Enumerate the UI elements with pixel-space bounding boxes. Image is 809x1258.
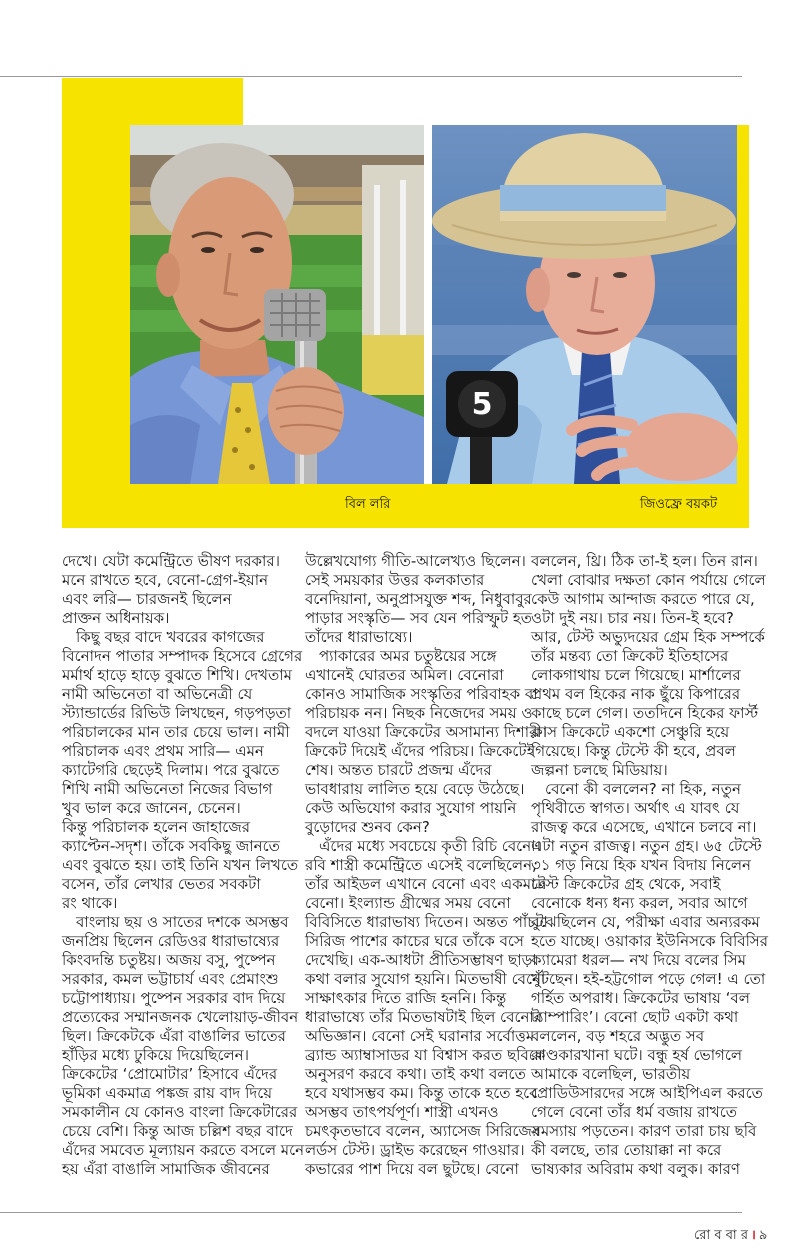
text-line: পরিচালক এবং প্রথম সারি— এমন <box>62 742 264 760</box>
text-line: এবং লরি— চারজনই ছিলেন <box>62 590 232 608</box>
text-line: বসেন, তাঁর লেখার ভেতর সবকটা <box>62 875 261 893</box>
text-line: ট্যাম্পারিং’। বেনো ছোট একটা কথা <box>531 1008 739 1026</box>
photo-divider <box>424 125 432 484</box>
text-line: প্রথম বল হিকের নাক ছুঁয়ে কিপারের <box>531 685 741 703</box>
text-line: প্যাকারের অমর চতুষ্টয়ের সঙ্গে <box>319 647 497 665</box>
page-footer <box>694 1228 767 1244</box>
article-column-3 <box>531 552 769 1179</box>
article-column-2 <box>305 552 548 1179</box>
hand <box>572 413 738 481</box>
text-line: সেই সময়কার উত্তর কলকাতার <box>305 571 485 589</box>
text-line: কাছে চলে গেল। ততদিনে হিকের ফার্স্ট <box>531 704 759 722</box>
photo-geoffrey-boycott <box>432 125 737 484</box>
text-line: টেস্ট ক্রিকেটের গ্রহ থেকে, সবাই <box>531 875 721 893</box>
text-line: বদলে যাওয়া ক্রিকেটের অসামান্য দিশারী। <box>305 723 548 741</box>
text-line: সরকার, কমল ভট্টাচার্য এবং প্রেমাংশু <box>62 970 279 988</box>
text-line: উল্লেখযোগ্য গীতি-আলেখ্যও ছিলেন। <box>305 552 526 570</box>
text-line: প্রত্যেকের সম্মানজনক খেলোয়াড়-জীবন <box>62 1008 299 1026</box>
text-line: কাণ্ডকারখানা ঘটে। বন্ধু হর্ষ ভোগলে <box>531 1046 743 1064</box>
text-line: পাড়ার সংস্কৃতি— সব যেন পরিস্ফুট হত <box>305 609 533 627</box>
text-line: ক্লাস ক্রিকেটে একশো সেঞ্চুরি হয়ে <box>531 723 730 741</box>
text-line: বিনোদন পাতার সম্পাদক হিসেবে গ্রেগের <box>62 647 303 665</box>
text-line: বনেদিয়ানা, অনুপ্রাসযুক্ত শব্দ, নিধুবাবুর <box>305 590 532 608</box>
text-line: কেউ অভিযোগ করার সুযোগ পায়নি <box>305 799 517 817</box>
text-line: ধারাভাষ্যে তাঁর মিতভাষটাই ছিল বেনোর <box>305 1008 543 1026</box>
text-line: বেনো কী বললেন? না হিক, নতুন <box>545 780 741 798</box>
text-line: শেষ। অন্তত চারটে প্রজন্ম এঁদের <box>305 761 492 779</box>
text-line: খুঁটছেন। হই-হট্টগোল পড়ে গেল! এ তো <box>531 970 766 988</box>
footer-separator: । <box>750 1228 756 1243</box>
text-line: এবং বুঝতে হয়। তাই তিনি যখন লিখতে <box>62 856 299 874</box>
text-line: সমস্যায় পড়তেন। কারণ তারা চায় ছবি <box>531 1122 757 1140</box>
text-line: পরিচায়ক নন। নিছক নিজেদের সময় ও <box>305 704 533 722</box>
text-line: প্রাক্তন অধিনায়ক। <box>62 609 170 627</box>
text-line: স্ট্যান্ডার্ডের রিভিউ লিখছেন, গড়পড়তা <box>62 704 292 722</box>
text-line: হয় এঁরা বাঙালি সামাজিক জীবনের <box>62 1160 270 1178</box>
text-line: কিছু বছর বাদে খবরের কাগজের <box>76 628 265 646</box>
magazine-name: রো ব বা র <box>694 1228 748 1243</box>
text-line: রবি শাস্ত্রী কমেন্ট্রিতে এসেই বলেছিলেন, <box>305 856 537 874</box>
text-line: গর্হিত অপরাধ। ক্রিকেটের ভাষায় ‘বল <box>531 989 750 1007</box>
text-line: বেনোকে ধন্য ধন্য করল, সবার আগে <box>531 894 748 912</box>
text-line: সমকালীন যে কোনও বাংলা ক্রিকেটারের <box>62 1103 298 1121</box>
text-line: তাঁদের ধারাভাষ্যে। <box>305 628 413 646</box>
text-line: ওটা দুই নয়। চার নয়। তিন-ই হবে? <box>531 609 734 627</box>
text-line: কোনও সামাজিক সংস্কৃতির পরিবাহক বা <box>305 685 538 703</box>
text-line: ছিল। ক্রিকেটকে এঁরা বাঙালির ভাতের <box>62 1027 286 1045</box>
text-line: গিয়েছে। কিন্তু টেস্টে কী হবে, প্রবল <box>531 742 736 760</box>
page-number: ৯ <box>758 1228 768 1243</box>
text-line: কিন্তু পরিচালক হলেন জাহাজের <box>62 818 251 836</box>
text-line: ক্যামেরা ধরল— নখ দিয়ে বলের সিম <box>531 951 746 969</box>
text-line: এটা নতুন রাজত্ব। নতুন গ্রহ। ৬৫ টেস্টে <box>531 837 762 855</box>
text-line: খেলা বোঝার দক্ষতা কোন পর্যায়ে গেলে <box>531 571 766 589</box>
text-line: এখানেই ঘোরতর অমিল। বেনোরা <box>305 666 504 684</box>
text-line: তাঁর মন্তব্য তো ক্রিকেট ইতিহাসের <box>531 647 729 665</box>
text-line: ভাবধারায় লালিত হয়ে বেড়ে উঠেছে। <box>305 780 525 798</box>
photo-bill-lawry <box>130 125 424 484</box>
text-line: বললেন, থ্রি। ঠিক তা-ই হল। তিন রান। <box>531 552 758 570</box>
text-line: প্রোডিউসারদের সঙ্গে আইপিএল করতে <box>531 1084 763 1102</box>
bottom-rule <box>0 1212 742 1213</box>
text-line: কথা বলার সুযোগ হয়নি। মিতভাষী বেনো <box>305 970 546 988</box>
caption-geoffrey-boycott: জিওফ্রে বয়কট <box>640 497 718 512</box>
text-line: মনে রাখতে হবে, বেনো-গ্রেগ-ইয়ান <box>62 571 269 589</box>
text-line: খুব ভাল করে জানেন, চেনেন। <box>62 799 241 817</box>
text-line: এঁদের সমবেত মূল্যায়ন করতে বসলে মনে <box>62 1141 305 1159</box>
text-line: রং থাকে। <box>62 894 118 912</box>
text-line: আর, টেস্ট অভ্যুদয়ের গ্রেম হিক সম্পর্কে <box>531 628 765 646</box>
text-line: পরিচালকের মান তার চেয়ে ভাল। নামী <box>62 723 290 741</box>
top-rule <box>0 76 742 77</box>
article-column-1 <box>62 552 305 1179</box>
text-line: এঁদের মধ্যে সবচেয়ে কৃতী রিচি বেনো। <box>319 837 541 855</box>
text-line: ভূমিকা একমাত্র পঙ্কজ রায় বাদ দিয়ে <box>62 1084 273 1102</box>
text-line: অনুসরণ করবে কথা। তাই কথা বলতে <box>305 1065 526 1083</box>
text-line: বাংলায় ছয় ও সাতের দশকে অসম্ভব <box>76 913 289 931</box>
text-line: হাঁড়ির মধ্যে ঢুকিয়ে দিয়েছিলেন। <box>62 1046 249 1064</box>
text-line: কেউ আগাম আন্দাজ করতে পারে যে, <box>531 590 755 608</box>
text-line: বিবিসিতে ধারাভাষ্য দিতেন। অন্তত পাঁচটা <box>305 913 548 931</box>
text-line: পৃথিবীতে স্বাগত। অর্থাৎ এ যাবৎ যে <box>531 799 740 817</box>
text-line: আমাকে বলেছিল, ভারতীয় <box>531 1065 691 1083</box>
text-line: জল্পনা চলছে মিডিয়ায়। <box>531 761 668 779</box>
text-line: হবে যথাসম্ভব কম। কিন্তু তাকে হতে হবে <box>305 1084 538 1102</box>
text-line: ব্র্যান্ড অ্যাম্বাসাডর যা বিশ্বাস করত ছবিকে <box>305 1046 546 1064</box>
text-line: সিরিজ পাশের কাচের ঘরে তাঁকে বসে <box>305 932 524 950</box>
text-line: দেখে। যেটা কমেন্ট্রিতে ভীষণ দরকার। <box>62 552 280 570</box>
text-line: বুঝেছিলেন যে, পরীক্ষা এবার অন্যরকম <box>531 913 760 931</box>
text-line: সাক্ষাৎকার দিতে রাজি হননি। কিন্তু <box>305 989 507 1007</box>
text-line: লোকগাথায় চলে গিয়েছে। মার্শালের <box>531 666 741 684</box>
text-line: বুড়োদের শুনব কেন? <box>305 818 430 836</box>
caption-bill-lawry: বিল লরি <box>345 497 391 512</box>
text-line: জনপ্রিয় ছিলেন রেডিওর ধারাভাষ্যের <box>62 932 280 950</box>
text-line: চেয়ে বেশি। কিন্তু আজ চল্লিশ বছর বাদে <box>62 1122 293 1140</box>
text-line: ৩১ গড় নিয়ে হিক যখন বিদায় নিলেন <box>531 856 751 874</box>
text-line: অসম্ভব তাৎপর্যপূর্ণ। শাস্ত্রী এখনও <box>305 1103 499 1121</box>
text-line: বললেন, বড় শহরে অদ্ভুত সব <box>531 1027 705 1045</box>
text-line: হতে যাচ্ছে। ওয়াকার ইউনিসকে বিবিসির <box>531 932 769 950</box>
text-line: ক্রিকেটের ‘প্রোমোটার’ হিসাবে এঁদের <box>62 1065 278 1083</box>
text-line: দেখেছি। এক-আধটা প্রীতিসম্ভাষণ ছাড়া <box>305 951 537 969</box>
text-line: ভাষ্যকার অবিরাম কথা বলুক। কারণ <box>531 1160 740 1178</box>
text-line: লর্ডস টেস্ট। ড্রাইভ করেছেন গাওয়ার। <box>305 1141 525 1159</box>
text-line: কিংবদন্তি চতুষ্টয়। অজয় বসু, পুষ্পেন <box>62 951 276 969</box>
text-line: অভিজ্ঞান। বেনো সেই ঘরানার সর্বোত্তম <box>305 1027 535 1045</box>
text-line: ক্যাপ্টেন-সদৃশ। তাঁকে সবকিছু জানতে <box>62 837 280 855</box>
text-line: বেনো। ইংল্যান্ড গ্রীষ্মের সময় বেনো <box>305 894 511 912</box>
text-line: চমৎকৃতভাবে বলেন, অ্যাসেজ সিরিজের <box>305 1122 541 1140</box>
text-line: কভারের পাশ দিয়ে বল ছুটছে। বেনো <box>305 1160 519 1178</box>
text-line: ক্যাটেগরি ছেড়েই দিলাম। পরে বুঝতে <box>62 761 280 779</box>
yellow-accent-block <box>62 78 243 125</box>
text-line: কী বলছে, তার তোয়াক্কা না করে <box>531 1141 722 1159</box>
text-line: গেলে বেনো তাঁর ধর্ম বজায় রাখতে <box>531 1103 738 1121</box>
text-line: নামী অভিনেতা বা অভিনেত্রী যে <box>62 685 253 703</box>
mic-logo: 5 <box>471 387 493 422</box>
text-line: শিখি নামী অভিনেতা নিজের বিভাগ <box>62 780 273 798</box>
text-line: মর্মার্থ হাড়ে হাড়ে বুঝতে শিখি। দেখতাম <box>62 666 292 684</box>
text-line: চট্টোপাধ্যায়। পুষ্পেন সরকার বাদ দিয়ে <box>62 989 286 1007</box>
text-line: ক্রিকেট দিয়েই এঁদের পরিচয়। ক্রিকেটেই <box>305 742 535 760</box>
text-line: রাজত্ব করে এসেছে, এখানে চলবে না। <box>531 818 757 836</box>
text-line: তাঁর আইডল এখানে বেনো এবং একমাত্র <box>305 875 547 893</box>
